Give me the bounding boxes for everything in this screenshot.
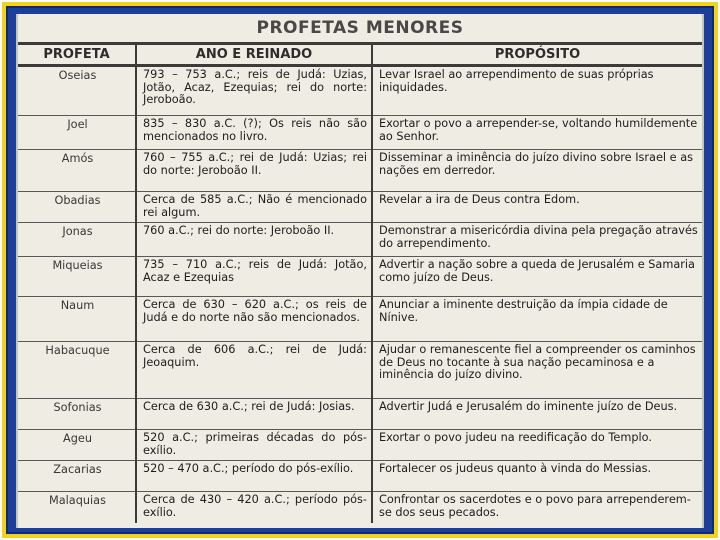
reign-cell: 760 a.C.; rei do norte: Jeroboão II. [136, 223, 372, 257]
table-row [18, 66, 702, 116]
table-row [18, 257, 702, 297]
reign-cell: 793 – 753 a.C.; reis de Judá: Uzias, Jotão, Acaz, Ezequias; rei do norte: Jeroboão. [136, 66, 372, 116]
reign-cell: Cerca de 606 a.C.; rei de Judá: Jeoaquim. [136, 342, 372, 399]
purpose-cell: Disseminar a iminência do juízo divino sobre Israel e as nações em derredor. [372, 150, 702, 192]
table-row [18, 223, 702, 257]
document-page [16, 14, 704, 528]
purpose-cell: Exortar o povo judeu na reedificação do Templo. [372, 430, 702, 461]
purpose-cell: Levar Israel ao arrependimento de suas próprias iniquidades. [372, 66, 702, 116]
prophet-name: Oseias [18, 66, 136, 116]
prophets-table [18, 42, 702, 523]
header-purpose: PROPÓSITO [372, 44, 702, 66]
prophet-name: Joel [18, 116, 136, 150]
reign-cell: Cerca de 630 a.C.; rei de Judá: Josias. [136, 399, 372, 430]
reign-cell: 735 – 710 a.C.; reis de Judá: Jotão, Acaz e Ezequias [136, 257, 372, 297]
purpose-cell: Anunciar a iminente destruição da ímpia cidade de Nínive. [372, 297, 702, 342]
reign-cell: 835 – 830 a.C. (?); Os reis não são mencionados no livro. [136, 116, 372, 150]
purpose-cell: Fortalecer os judeus quanto à vinda do Messias. [372, 461, 702, 492]
reign-cell: Cerca de 430 – 420 a.C.; período pós-exílio. [136, 492, 372, 523]
prophet-name: Amós [18, 150, 136, 192]
prophet-name: Miqueias [18, 257, 136, 297]
table-row [18, 116, 702, 150]
reign-cell: 520 a.C.; primeiras décadas do pós-exílio. [136, 430, 372, 461]
header-row [18, 44, 702, 66]
header-prophet: PROFETA [18, 44, 136, 66]
prophet-name: Ageu [18, 430, 136, 461]
reign-cell: 520 – 470 a.C.; período do pós-exílio. [136, 461, 372, 492]
table-row [18, 399, 702, 430]
prophet-name: Sofonias [18, 399, 136, 430]
prophet-name: Zacarias [18, 461, 136, 492]
purpose-cell: Advertir a nação sobre a queda de Jerusalém e Samaria como juízo de Deus. [372, 257, 702, 297]
table-row [18, 192, 702, 223]
reign-cell: Cerca de 585 a.C.; Não é mencionado rei algum. [136, 192, 372, 223]
prophet-name: Habacuque [18, 342, 136, 399]
slide-frame [2, 2, 718, 538]
table-row [18, 297, 702, 342]
purpose-cell: Exortar o povo a arrepender-se, voltando humildemente ao Senhor. [372, 116, 702, 150]
table-row [18, 461, 702, 492]
table-row [18, 150, 702, 192]
reign-cell: 760 – 755 a.C.; rei de Judá: Uzias; rei do norte: Jeroboão II. [136, 150, 372, 192]
table-row [18, 430, 702, 461]
table-row [18, 492, 702, 523]
prophet-name: Naum [18, 297, 136, 342]
purpose-cell: Confrontar os sacerdotes e o povo para arrependerem-se dos seus pecados. [372, 492, 702, 523]
purpose-cell: Demonstrar a misericórdia divina pela pregação através do arrependimento. [372, 223, 702, 257]
reign-cell: Cerca de 630 – 620 a.C.; os reis de Judá e do norte não são mencionados. [136, 297, 372, 342]
prophet-name: Obadias [18, 192, 136, 223]
purpose-cell: Revelar a ira de Deus contra Edom. [372, 192, 702, 223]
prophet-name: Malaquias [48, 494, 106, 507]
purpose-cell: Advertir Judá e Jerusalém do iminente juízo de Deus. [372, 399, 702, 430]
table-title: PROFETAS MENORES [256, 18, 464, 38]
header-reign: ANO E REINADO [136, 44, 372, 66]
table-row [18, 342, 702, 399]
prophet-name: Jonas [18, 223, 136, 257]
purpose-cell: Ajudar o remanescente fiel a compreender os caminhos de Deus no tocante à sua nação pecaminosa e a iminência do juízo divino. [372, 342, 702, 399]
